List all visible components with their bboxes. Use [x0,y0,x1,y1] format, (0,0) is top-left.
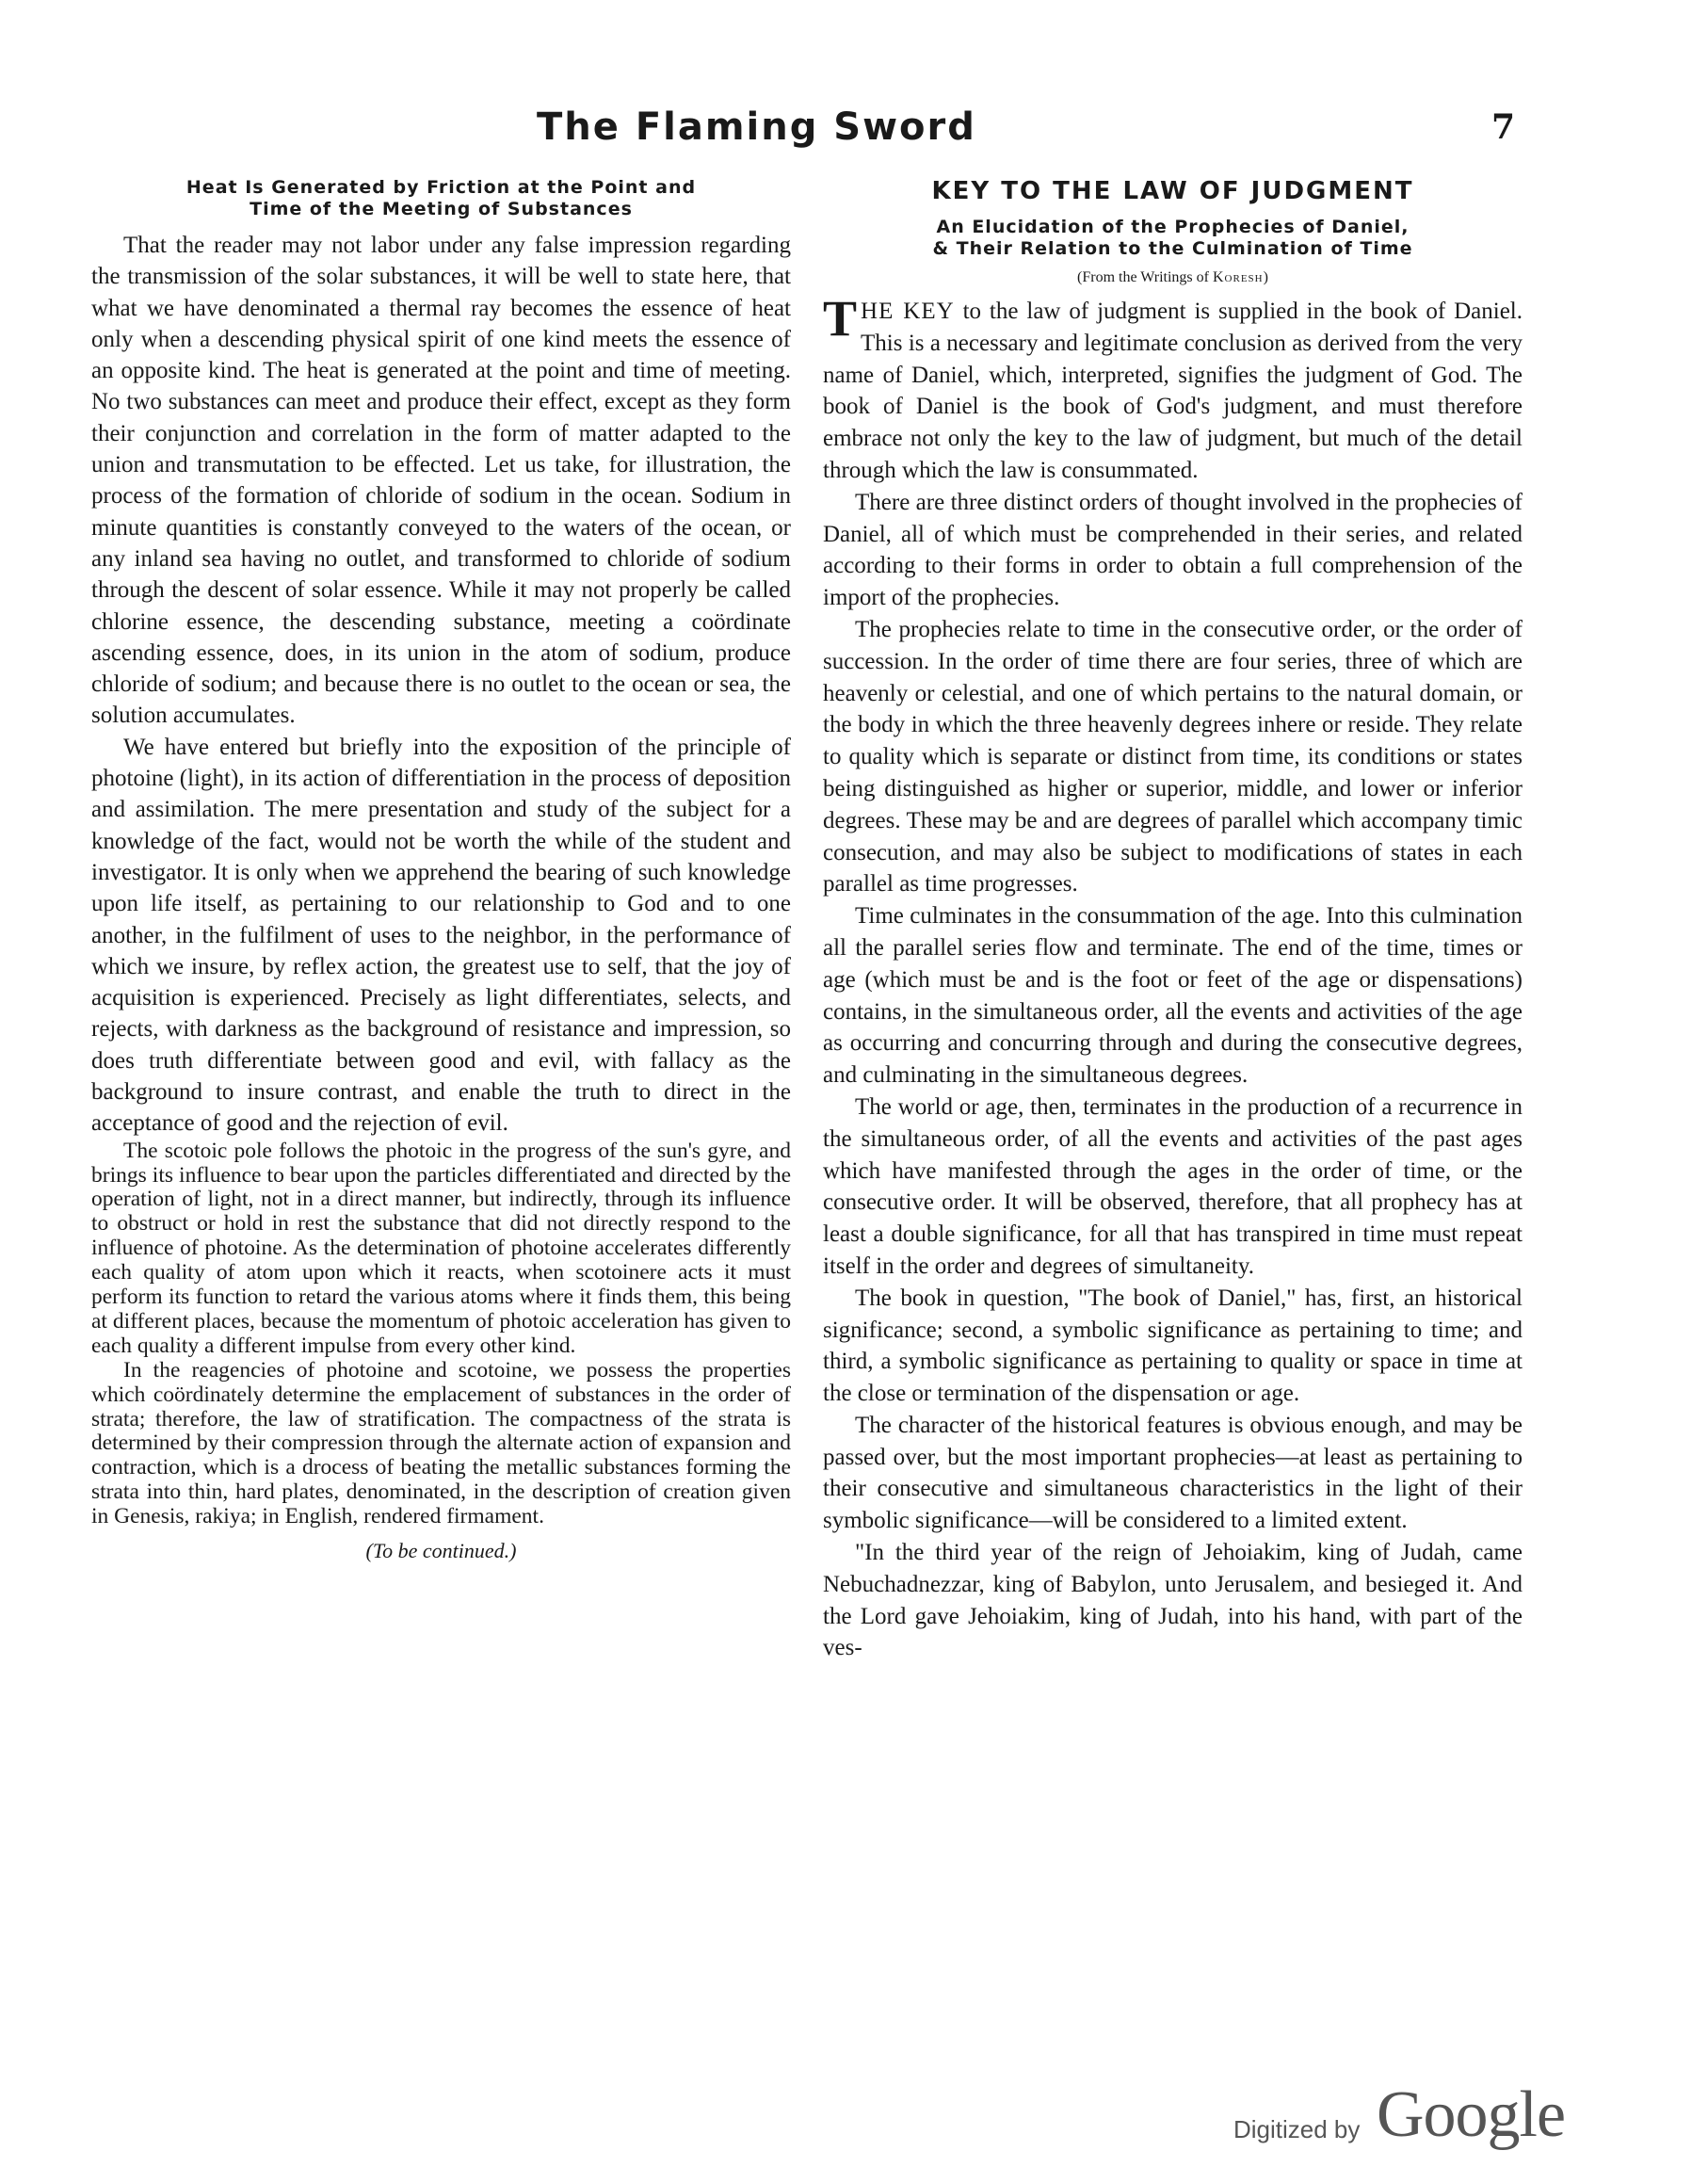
source-prefix: (From the Writings of [1077,269,1213,285]
paragraph: The character of the historical features is obvious enough, and may be passed over, but the most important prophecies—at least as pertaining to their consecutive and simultaneous characteristics in the light of their symbolic significance—will be considered to a limited extent. [823,1412,1523,1534]
article-subtitle [823,217,1523,260]
paragraph: There are three distinct orders of thought involved in the prophecies of Daniel, all of which must be comprehended in their series, and related according to their forms in order to obtain a full comprehension of the import of the prophecies. [823,489,1523,611]
google-logo: Google [1377,2078,1566,2151]
section-heading [91,177,791,220]
source-attribution [823,269,1523,286]
section-heading-line-1: Heat Is Generated by Friction at the Point and [185,177,697,198]
page-number: 7 [1491,107,1516,147]
source-author: Koresh [1212,269,1264,285]
running-head [0,105,1708,153]
left-column [91,177,791,1563]
paragraph: The prophecies relate to time in the consecutive order, or the order of succession. In the order of time there are four series, three of which are heavenly or celestial, and one of which pertains to the natural domain, or the body in which the three heavenly degrees inhere or reside. They relate to quality which is separate or distinct from time, its conditions or states being distinguished as higher or superior, middle, and lower or inferior degrees. These may be and are degrees of parallel which accompany timic consecution, and may also be subject to modifications of states in each parallel as time progresses. [823,616,1523,897]
source-suffix: ) [1263,269,1268,285]
digitized-watermark [1233,2078,1667,2159]
paragraph: The world or age, then, terminates in the production of a recurrence in the simultaneous order, of all the events and activities of the past ages which have manifested through the ages in the order of time, or the consecutive order. It will be observed, therefore, that all prophecy has at least a double significance, for all that has transpired in time must repeat itself in the order and degrees of simultaneity. [823,1093,1523,1279]
first-word: HE KEY [861,299,955,324]
paragraph: In the reagencies of photoine and scotoine, we possess the properties which coördinately determine the emplacement of substances in the order of strata; therefore, the law of stratification. The compactness of the strata is determined by their compression through the alternate action of expansion and contraction, which is a drocess of beating the metallic substances forming the strata into thin, hard plates, denominated, in the description of creation given in Genesis, rakiya; in English, rendered firmament. [91,1357,791,1529]
paragraph: Time culminates in the consummation of the age. Into this culmination all the parallel series flow and terminate. The end of the time, times or age (which must be and is the foot or feet of the age or dispensations) contains, in the simultaneous order, all the events and activities of the age as occurring and concurring through and during the consecutive degrees, and culminating in the simultaneous degrees. [823,903,1523,1089]
drop-cap: T [823,290,858,347]
journal-title: The Flaming Sword [537,105,976,149]
right-column [823,177,1523,1664]
paragraph: The scotoic pole follows the photoic in the progress of the sun's gyre, and brings its influence to bear upon the particles differentiated and directed by the operation of light, not in a direct manner, but indirectly, through its influence to obstruct or hold in rest the substance that did not directly respond to the influence of photoine. As the determination of photoine accelerates differently each quality of atom upon which it reacts, when scotoinere acts it must perform its function to retard the various atoms where it finds them, this being at different places, because the momentum of photoic acceleration has given to each quality a different impulse from every other kind. [91,1138,791,1358]
first-paragraph-text: to the law of judgment is supplied in the book of Daniel. This is a necessary and legitimate conclusion as derived from the very name of Daniel, which, interpreted, signifies the judgment of God. The book of Daniel is the book of God's judgment, and must therefore embrace not only the key to the law of judgment, but much of the detail through which the law is consummated. [823,299,1523,483]
continued-note: (To be continued.) [365,1539,517,1563]
article-subtitle-line-2: & Their Relation to the Culmination of Time [932,238,1413,259]
paragraph: We have entered but briefly into the exposition of the principle of photoine (light), in its action of differentiation in the process of deposition and assimilation. The mere presentation and study of the subject for a knowledge of the fact, would not be worth the while of the student and investigator. It is only when we apprehend the bearing of such knowledge upon life itself, as pertaining to our relationship to God and to one another, in the fulfilment of uses to the neighbor, in the performance of which we insure, by reflex action, the greatest use to self, that the joy of acquisition is experienced. Precisely as light differentiates, selects, and rejects, with darkness as the background of resistance and impression, so does truth differentiate between good and evil, with fallacy as the background to insure contrast, and enable the truth to direct in the acceptance of good and the rejection of evil. [91,734,791,1137]
first-paragraph [823,290,1523,487]
watermark-prefix: Digitized by [1233,2115,1361,2143]
paragraph: The book in question, "The book of Daniel," has, first, an historical significance; second, a symbolic significance as pertaining to time; and third, a symbolic significance as pertaining to quality or space in time at the close or termination of the dispensation or age. [823,1285,1523,1407]
article-subtitle-line-1: An Elucidation of the Prophecies of Daniel, [936,217,1410,237]
article-title: KEY TO THE LAW OF JUDGMENT [931,177,1414,205]
paragraph: "In the third year of the reign of Jehoiakim, king of Judah, came Nebuchadnezzar, king of Babylon, unto Jerusalem, and besieged it. And the Lord gave Jehoiakim, king of Judah, into his hand, with part of the ves- [823,1540,1523,1661]
section-heading-line-2: Time of the Meeting of Substances [250,199,633,219]
paragraph: That the reader may not labor under any false impression regarding the transmission of the solar substances, it will be well to state here, that what we have denominated a thermal ray becomes the essence of heat only when a descending physical spirit of one kind meets the essence of an opposite kind. The heat is generated at the point and time of meeting. No two substances can meet and produce their effect, except as they form their conjunction and correlation in the form of matter adapted to the union and transmutation to be effected. Let us take, for illustration, the process of the formation of chloride of sodium in the ocean. Sodium in minute quantities is constantly conveyed to the waters of the ocean, or any inland sea having no outlet, and transformed to chloride of sodium through the descent of solar essence. While it may not properly be called chlorine essence, the descending substance, meeting a coördinate ascending essence, does, in its union in the atom of sodium, produce chloride of sodium; and because there is no outlet to the ocean or sea, the solution accumulates. [91,233,791,729]
